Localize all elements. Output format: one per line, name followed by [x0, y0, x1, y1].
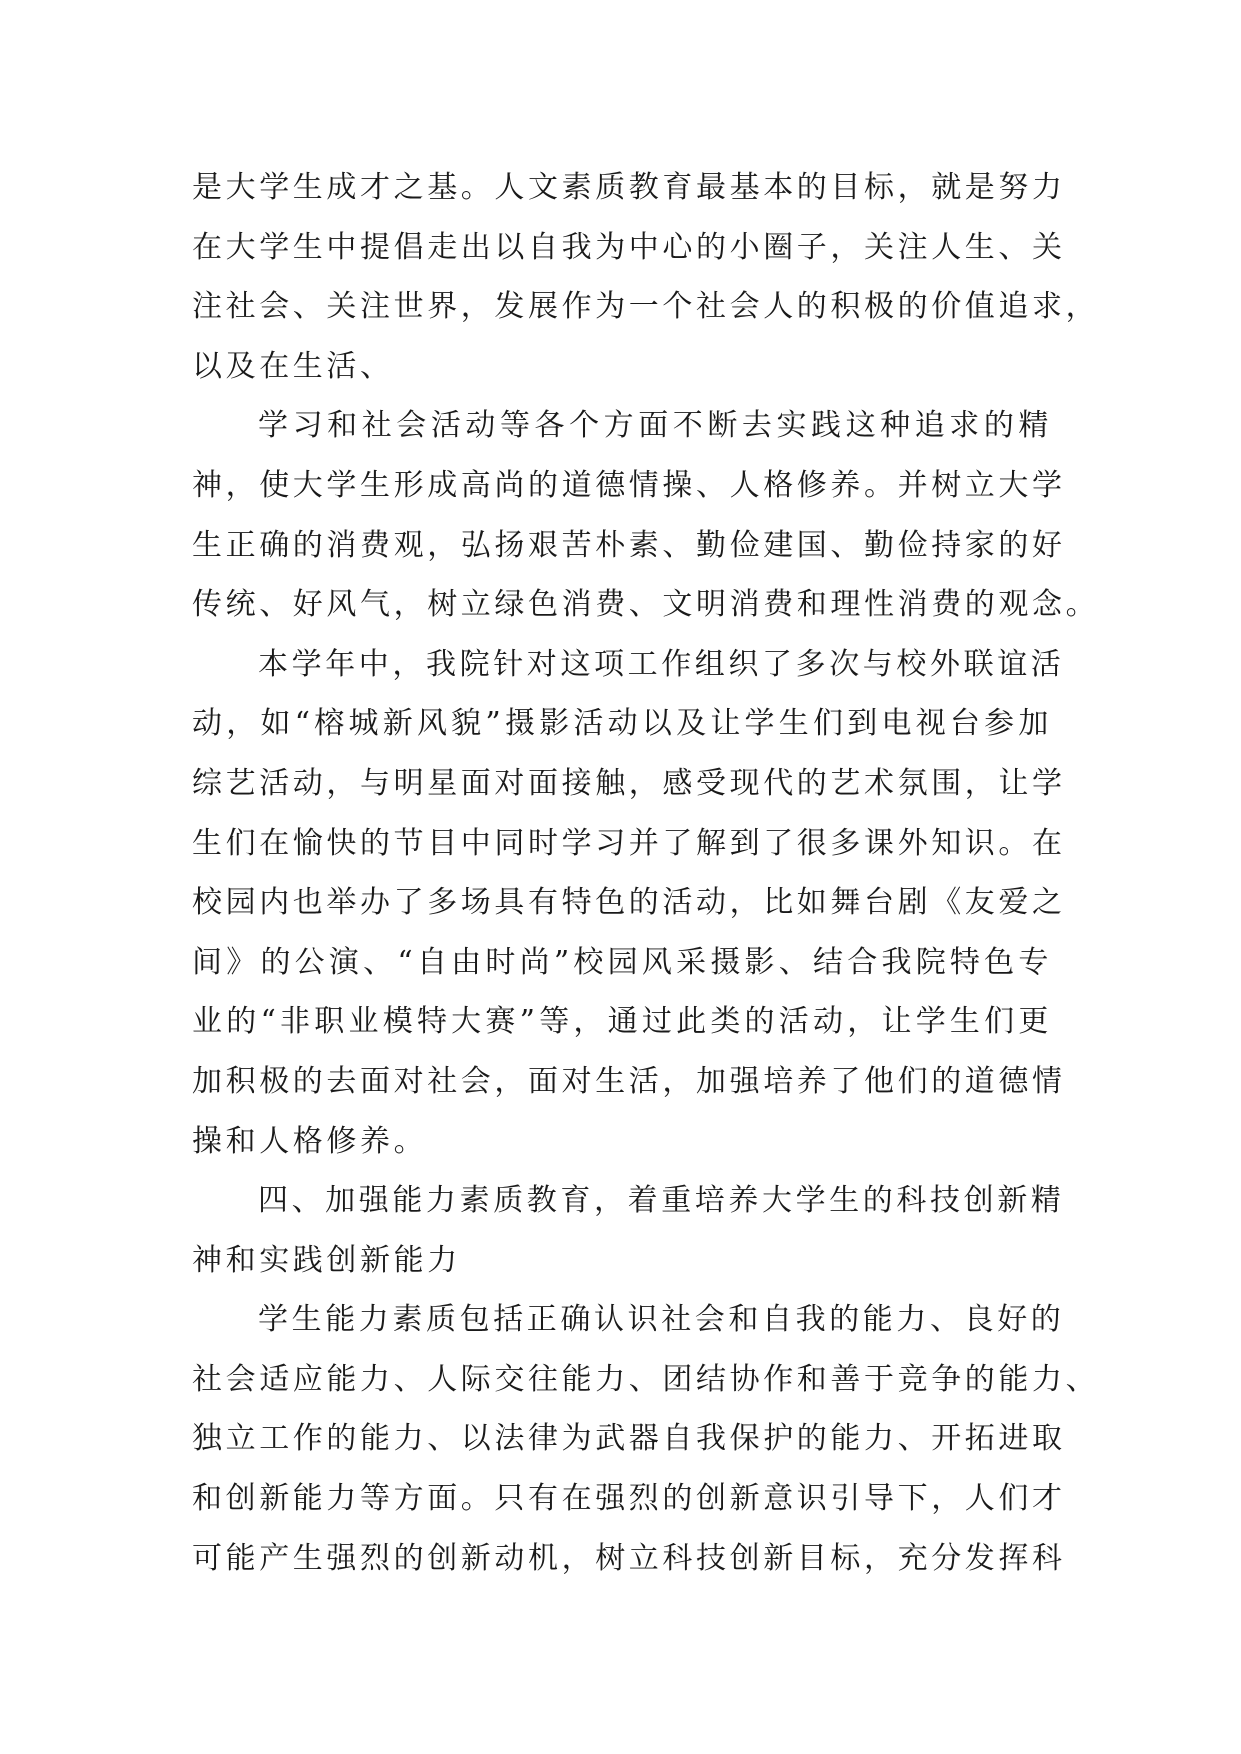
- text-line: 是大学生成才之基。人文素质教育最基本的目标，就是努力: [192, 170, 1066, 205]
- text-line: 可能产生强烈的创新动机，树立科技创新目标，充分发挥科: [192, 1540, 1066, 1576]
- text-line: 传统、好风气，树立绿色消费、文明消费和理性消费的观念。: [192, 587, 1100, 623]
- paragraph-1: [192, 158, 1100, 396]
- text-line: 神，使大学生形成高尚的道德情操、人格修养。并树立大学: [192, 467, 1066, 503]
- text-line: 操和人格修养。: [192, 1123, 428, 1159]
- text-line: 间》的公演、“自由时尚”校园风采摄影、结合我院特色专: [192, 944, 1052, 980]
- text-line: 生们在愉快的节目中同时学习并了解到了很多课外知识。在: [192, 825, 1066, 861]
- text-line: 学习和社会活动等各个方面不断去实践这种追求的精: [258, 408, 1052, 444]
- text-line: 业的“非职业模特大赛”等，通过此类的活动，让学生们更: [192, 1004, 1052, 1040]
- text-line: 独立工作的能力、以法律为武器自我保护的能力、开拓进取: [192, 1421, 1066, 1457]
- text-line: 本学年中，我院针对这项工作组织了多次与校外联谊活: [258, 646, 1065, 682]
- paragraph-4-heading: [192, 1171, 1065, 1290]
- text-line: 在大学生中提倡走出以自我为中心的小圈子，关注人生、关: [192, 229, 1066, 265]
- text-line: 加积极的去面对社会，面对生活，加强培养了他们的道德情: [192, 1063, 1066, 1099]
- paragraph-5: [192, 1290, 1100, 1588]
- text-line: 综艺活动，与明星面对面接触，感受现代的艺术氛围，让学: [192, 765, 1066, 801]
- paragraph-3: [192, 635, 1066, 1171]
- text-line: 注社会、关注世界，发展作为一个社会人的积极的价值追求，: [192, 289, 1100, 325]
- text-line: 以及在生活、: [192, 348, 394, 384]
- text-line: 和创新能力等方面。只有在强烈的创新意识引导下，人们才: [192, 1481, 1066, 1517]
- text-line: 生正确的消费观，弘扬艰苦朴素、勤俭建国、勤俭持家的好: [192, 527, 1066, 563]
- text-line: 校园内也举办了多场具有特色的活动，比如舞台剧《友爱之: [192, 885, 1066, 921]
- paragraph-2: [192, 396, 1100, 634]
- text-line: 动，如“榕城新风貌”摄影活动以及让学生们到电视台参加: [192, 706, 1052, 742]
- text-line: 神和实践创新能力: [192, 1242, 461, 1278]
- text-line: 四、加强能力素质教育，着重培养大学生的科技创新精: [258, 1183, 1065, 1219]
- text-line: 学生能力素质包括正确认识社会和自我的能力、良好的: [258, 1302, 1065, 1338]
- text-line: 社会适应能力、人际交往能力、团结协作和善于竞争的能力、: [192, 1361, 1100, 1397]
- document-body: [192, 158, 1100, 1588]
